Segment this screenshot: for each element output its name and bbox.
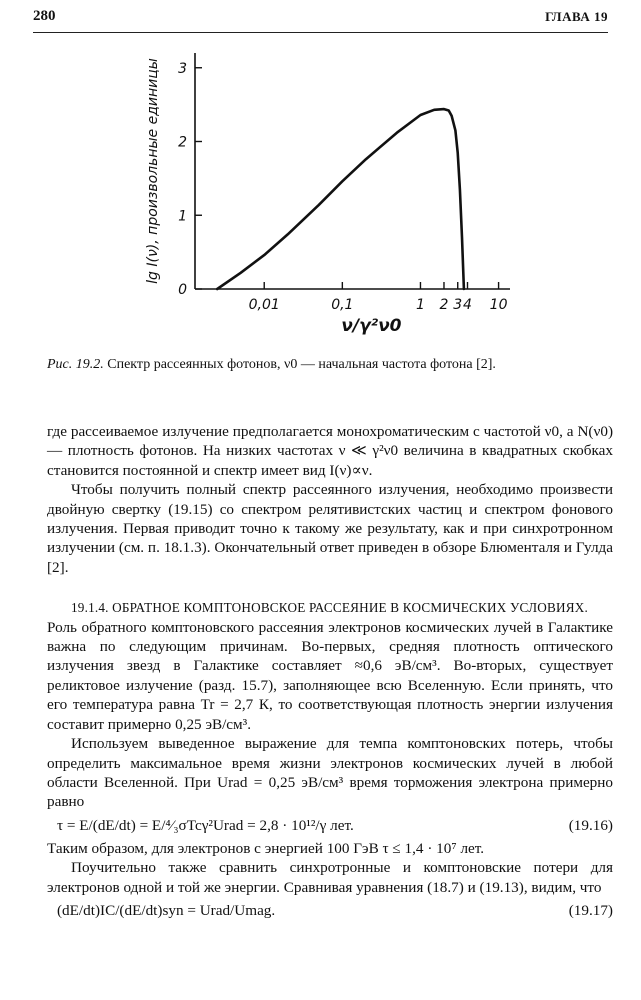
x-tick-label: 10 <box>489 297 508 313</box>
spectrum-curve <box>217 109 464 289</box>
equation-body: τ = E/(dE/dt) = E/⁴⁄₃σTcγ²Urad = 2,8 · 10¹²/γ лет. <box>57 816 354 834</box>
paragraph: Роль обратного комптоновского рассеяния электронов космических лучей в Галактике важна по следующим причинам. Во-первых, средняя плотность оптического излучения звезд в Галактике составляет ≈0,6 эВ/см³. Во-вторых, существует реликтовое излучение (разд. 15.7), заполняющее всю Вселенную. Если принять, что его температура равна Tr = 2,7 К, то соответствующая плотность энергии излучения составит примерно 0,25 эВ/см³. <box>47 618 613 733</box>
y-tick-label: 3 <box>178 60 187 77</box>
paragraph: Чтобы получить полный спектр рассеянного излучения, необходимо произвести двойную свертку (19.15) со спектром релятивистских частиц и спектром фонового излучения. Первая приводит точно к такому же результату, как и при синхротронном излучении (см. п. 18.1.3). Окончательный ответ приведен в обзоре Блюменталя и Гулда [2]. <box>47 481 613 576</box>
equation-body: (dE/dt)IC/(dE/dt)syn = Urad/Umag. <box>57 901 276 919</box>
equation-19-16 <box>47 812 613 839</box>
chapter-label: ГЛАВА 19 <box>545 9 608 24</box>
x-tick-label: 4 <box>463 297 472 313</box>
page-header <box>33 6 608 33</box>
equation-19-17 <box>47 897 613 924</box>
equation-number: (19.17) <box>568 901 613 919</box>
caption-label: Рис. 19.2. <box>47 357 104 372</box>
body-text <box>47 422 613 924</box>
x-axis-title: ν/γ²ν0 <box>341 316 402 336</box>
page-number: 280 <box>33 8 56 24</box>
equation-number: (19.16) <box>568 816 613 834</box>
paragraph: где рассеиваемое излучение предполагается монохроматическим с частотой ν0, а N(ν0) — плотность фотонов. На низких частотах ν ≪ γ²ν0 величина в квадратных скобках становится постоянной и спектр имеет вид I(ν)∝ν. <box>47 423 613 479</box>
figure-caption <box>47 356 607 374</box>
y-tick-label: 0 <box>178 282 187 298</box>
x-tick-label: 3 <box>453 297 463 313</box>
figure-19-2 <box>100 45 520 340</box>
caption-text: Спектр рассеянных фотонов, ν0 — начальная частота фотона [2]. <box>103 357 496 372</box>
x-tick-label: 0,1 <box>331 297 354 313</box>
y-tick-label: 1 <box>178 208 187 225</box>
x-tick-label: 0,01 <box>248 297 280 313</box>
y-tick-label: 2 <box>178 134 187 151</box>
paragraph: Таким образом, для электронов с энергией 100 ГэВ τ ≤ 1,4 · 10⁷ лет. <box>47 839 485 857</box>
x-tick-label: 1 <box>416 297 425 313</box>
x-tick-label: 2 <box>439 297 449 313</box>
y-axis-title: lg I(ν), произвольные единицы <box>145 58 161 284</box>
spectrum-chart <box>100 45 520 340</box>
section-heading: 19.1.4. ОБРАТНОЕ КОМПТОНОВСКОЕ РАССЕЯНИЕ В КОСМИЧЕСКИХ УСЛОВИЯХ. <box>71 600 588 616</box>
paragraph: Используем выведенное выражение для темпа комптоновских потерь, чтобы определить максимальное время жизни электронов космических лучей в любой области Вселенной. При Urad = 0,25 эВ/см³ время торможения электрона примерно равно <box>47 735 613 811</box>
paragraph: Поучительно также сравнить синхротронные и комптоновские потери для электронов одной и той же энергии. Сравнивая уравнения (18.7) и (19.13), видим, что <box>47 859 613 896</box>
